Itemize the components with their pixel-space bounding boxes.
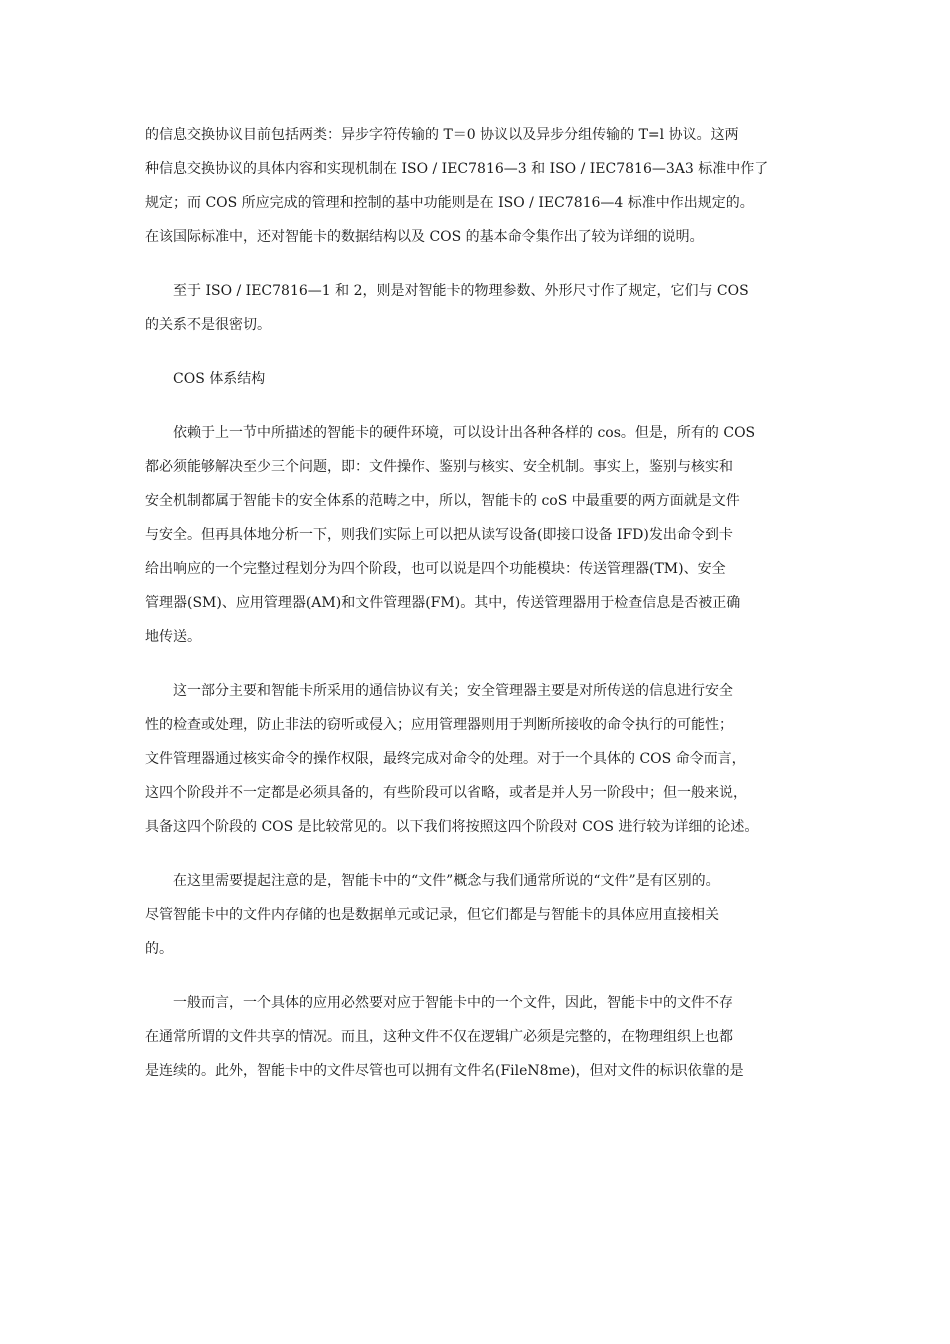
text-line: 管理器(SM)、应用管理器(AM)和文件管理器(FM)。其中，传送管理器用于检查信息是否被正确	[145, 595, 741, 611]
text-line: 的信息交换协议目前包括两类：异步字符传输的 T＝0 协议以及异步分组传输的 T=l 协议。这两	[145, 127, 739, 143]
text-line: 依赖于上一节中所描述的智能卡的硬件环境，可以设计出各种各样的 cos。但是，所有的 COS	[173, 425, 756, 441]
text-line: 至于 ISO / IEC7816—1 和 2，则是对智能卡的物理参数、外形尺寸作了规定，它们与 COS	[173, 283, 749, 299]
text-line: 性的检查或处理，防止非法的窃听或侵入；应用管理器则用于判断所接收的命令执行的可能性；	[145, 717, 733, 733]
text-line: 与安全。但再具体地分析一下，则我们实际上可以把从读写设备(即接口设备 IFD)发出命令到卡	[145, 527, 733, 543]
text-line: 在该国际标准中，还对智能卡的数据结构以及 COS 的基本命令集作出了较为详细的说明。	[145, 229, 704, 245]
text-line: 这一部分主要和智能卡所采用的通信协议有关；安全管理器主要是对所传送的信息进行安全	[173, 683, 733, 699]
text-line: 文件管理器通过核实命令的操作权限，最终完成对命令的处理。对于一个具体的 COS 命令而言，	[145, 751, 746, 767]
text-line: 是连续的。此外，智能卡中的文件尽管也可以拥有文件名(FileN8me)，但对文件的标识依靠的是	[145, 1063, 744, 1079]
text-line: 一般而言，一个具体的应用必然要对应于智能卡中的一个文件，因此，智能卡中的文件不存	[173, 995, 733, 1011]
text-line: 安全机制都属于智能卡的安全体系的范畴之中，所以，智能卡的 coS 中最重要的两方面就是文件	[145, 493, 740, 509]
paragraph-2	[145, 274, 807, 342]
text-line: 尽管智能卡中的文件内存储的也是数据单元或记录，但它们都是与智能卡的具体应用直接相关	[145, 907, 719, 923]
paragraph-3	[145, 416, 807, 654]
text-line: 地传送。	[145, 629, 201, 645]
text-line: 给出响应的一个完整过程划分为四个阶段，也可以说是四个功能模块：传送管理器(TM)、安全	[145, 561, 726, 577]
text-line: 都必须能够解决至少三个问题，即：文件操作、鉴别与核实、安全机制。事实上，鉴别与核实和	[145, 459, 733, 475]
text-line: 的关系不是很密切。	[145, 317, 271, 333]
text-line: 具备这四个阶段的 COS 是比较常见的。以下我们将按照这四个阶段对 COS 进行较为详细的论述。	[145, 819, 759, 835]
paragraph-5	[145, 864, 807, 966]
text-line: 种信息交换协议的具体内容和实现机制在 ISO / IEC7816—3 和 ISO / IEC7816—3A3 标准中作了	[145, 161, 769, 177]
paragraph-1	[145, 118, 807, 254]
paragraph-6	[145, 986, 807, 1088]
text-line: 规定；而 COS 所应完成的管理和控制的基中功能则是在 ISO / IEC7816—4 标准中作出规定的。	[145, 195, 754, 211]
body-text	[145, 118, 807, 1108]
text-line: 在这里需要提起注意的是，智能卡中的“文件”概念与我们通常所说的“文件”是有区别的。	[173, 873, 720, 889]
section-heading: COS 体系结构	[173, 371, 266, 387]
text-line: 在通常所谓的文件共享的情况。而且，这种文件不仅在逻辑广必须是完整的，在物理组织上也都	[145, 1029, 733, 1045]
paragraph-4	[145, 674, 807, 844]
text-line: 的。	[145, 941, 173, 957]
text-line: 这四个阶段并不一定都是必须具备的，有些阶段可以省略，或者是并人另一阶段中；但一般来说，	[145, 785, 747, 801]
